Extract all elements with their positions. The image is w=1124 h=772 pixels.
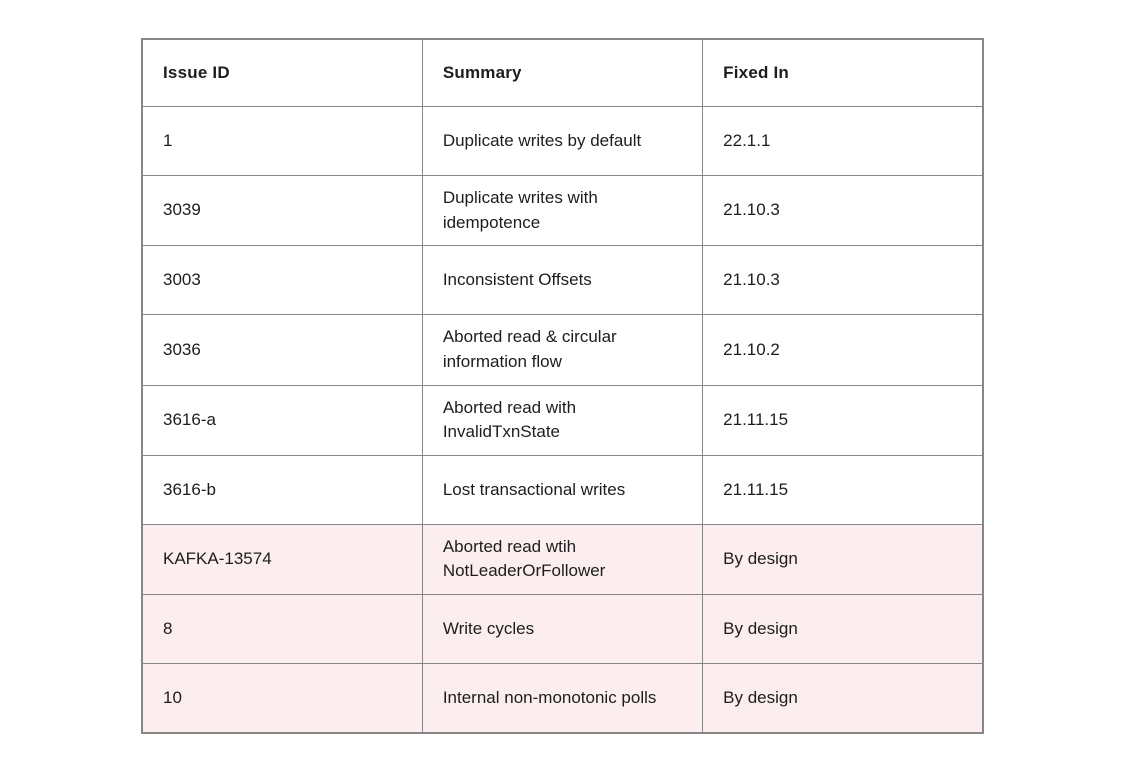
cell-fixed-in: 22.1.1: [703, 107, 983, 176]
cell-fixed-in: 21.10.2: [703, 315, 983, 385]
cell-issue-id: 3003: [142, 246, 422, 315]
table-row: [142, 664, 983, 734]
table-row: [142, 315, 983, 385]
cell-issue-id: KAFKA-13574: [142, 524, 422, 594]
cell-summary: Duplicate writes with idempotence: [422, 176, 702, 246]
cell-fixed-in: 21.10.3: [703, 176, 983, 246]
cell-summary: Duplicate writes by default: [422, 107, 702, 176]
column-header-issue-id: Issue ID: [142, 39, 422, 107]
cell-summary: Inconsistent Offsets: [422, 246, 702, 315]
table-row: [142, 385, 983, 455]
table-row: [142, 455, 983, 524]
column-header-fixed-in: Fixed In: [703, 39, 983, 107]
cell-issue-id: 3036: [142, 315, 422, 385]
cell-fixed-in: 21.11.15: [703, 385, 983, 455]
column-header-summary: Summary: [422, 39, 702, 107]
cell-summary: Aborted read with InvalidTxnState: [422, 385, 702, 455]
table-row: [142, 595, 983, 664]
cell-issue-id: 10: [142, 664, 422, 734]
issues-table: [141, 38, 984, 734]
cell-summary: Write cycles: [422, 595, 702, 664]
table-row: [142, 524, 983, 594]
cell-summary: Aborted read wtih NotLeaderOrFollower: [422, 524, 702, 594]
cell-issue-id: 3039: [142, 176, 422, 246]
cell-issue-id: 1: [142, 107, 422, 176]
cell-issue-id: 3616-b: [142, 455, 422, 524]
table-row: [142, 176, 983, 246]
cell-fixed-in: By design: [703, 524, 983, 594]
cell-summary: Aborted read & circular information flow: [422, 315, 702, 385]
table-row: [142, 107, 983, 176]
cell-fixed-in: 21.11.15: [703, 455, 983, 524]
table-header-row: [142, 39, 983, 107]
cell-summary: Lost transactional writes: [422, 455, 702, 524]
cell-issue-id: 8: [142, 595, 422, 664]
table-row: [142, 246, 983, 315]
cell-fixed-in: By design: [703, 664, 983, 734]
cell-fixed-in: 21.10.3: [703, 246, 983, 315]
cell-fixed-in: By design: [703, 595, 983, 664]
cell-summary: Internal non-monotonic polls: [422, 664, 702, 734]
cell-issue-id: 3616-a: [142, 385, 422, 455]
